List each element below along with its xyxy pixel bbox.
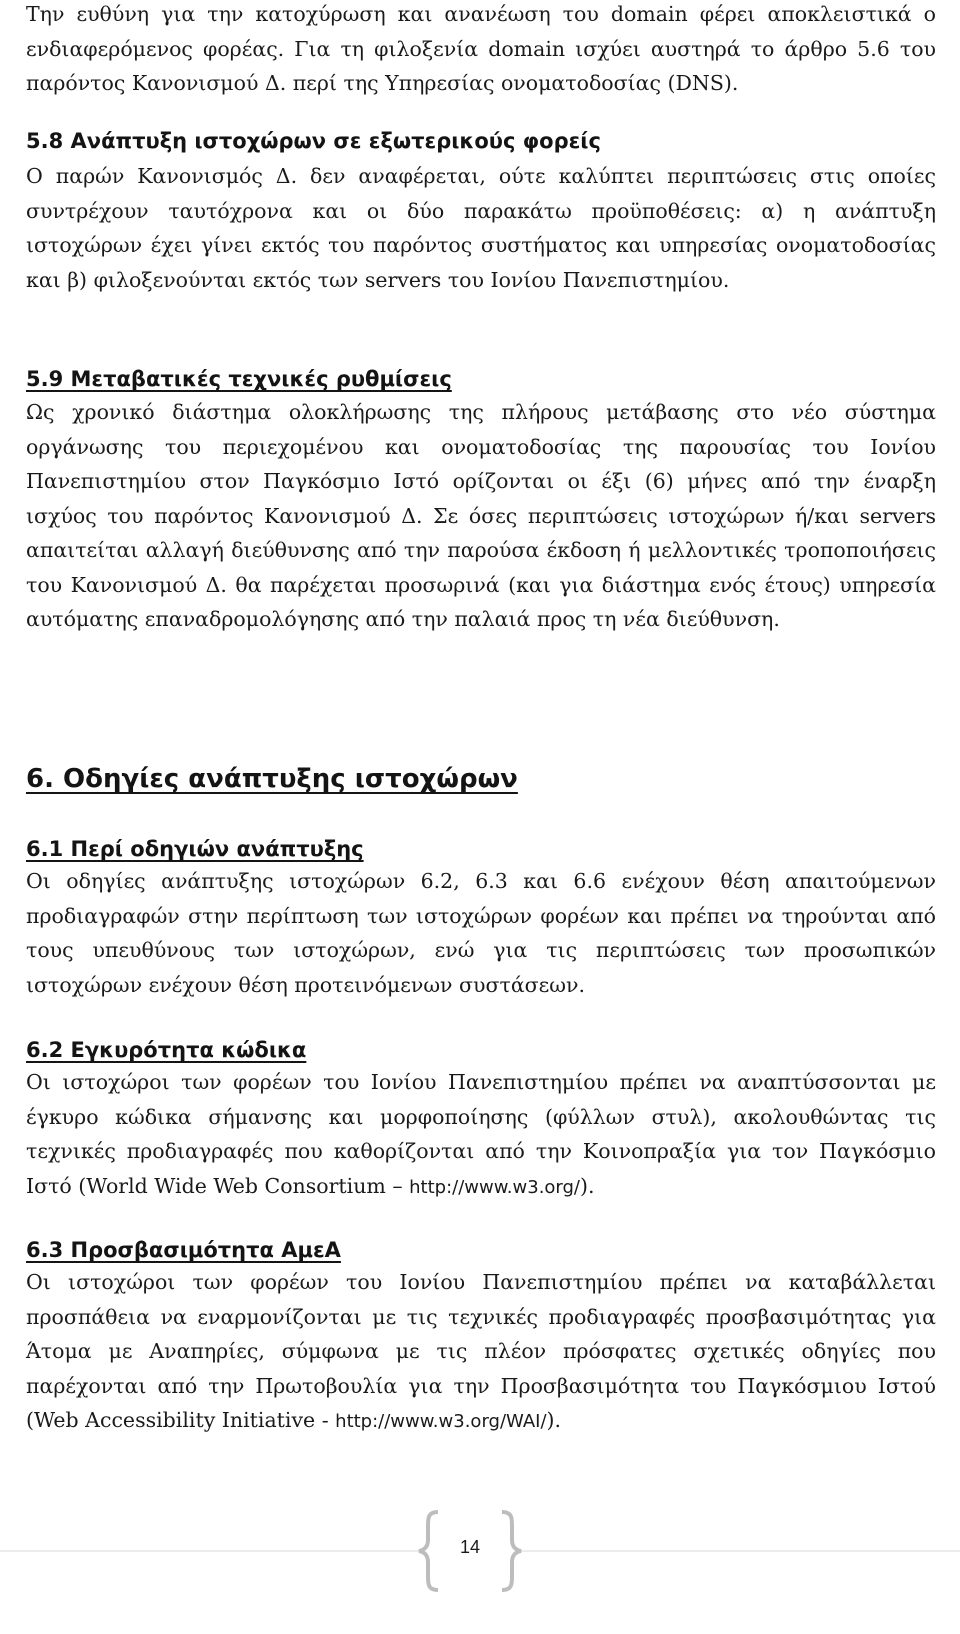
intro-paragraph: Την ευθύνη για την κατοχύρωση και ανανέωση του domain φέρει αποκλειστικά ο ενδιαφερόμενος φορέας. Για τη φιλοξενία domain ισχύει αυστηρά το άρθρο 5.6 του παρόντος Κανονισμού Δ. περί της Υπηρεσίας ονοματοδοσίας (DNS). — [26, 2, 936, 95]
section-6-3-body — [26, 1265, 936, 1440]
page-footer — [0, 1510, 960, 1634]
section-5-9-body: Ως χρονικό διάστημα ολοκλήρωσης της πλήρους μετάβασης στο νέο σύστημα οργάνωσης του περιεχομένου και ονοματοδοσίας της παρουσίας του Ιονίου Πανεπιστημίου στον Παγκόσμιο Ιστό ορίζονται οι έξι (6) μήνες από την έναρξη ισχύος του παρόντος Κανονισμού Δ. Σε όσες περιπτώσεις ιστοχώρων ή/και servers απαιτείται αλλαγή διεύθυνσης από την παρούσα έκδοση ή μελλοντικές τροποποιήσεις του Κανονισμού Δ. θα παρέχεται προσωρινά (και για διάστημα ενός έτους) υπηρεσία αυτόματης επαναδρομολόγησης από την παλαιά προς τη νέα διεύθυνση. — [26, 400, 936, 631]
section-6-2-heading: 6.2 Εγκυρότητα κώδικα — [26, 1038, 307, 1062]
section-6-1-heading: 6.1 Περί οδηγιών ανάπτυξης — [26, 837, 364, 861]
section-6-1-body: Οι οδηγίες ανάπτυξης ιστοχώρων 6.2, 6.3 και 6.6 ενέχουν θέση απαιτούμενων προδιαγραφών στην περίπτωση των ιστοχώρων φορέων και πρέπει να τηρούνται από τους υπευθύνους των ιστοχώρων, ενώ για τις περιπτώσεις των προσωπικών ιστοχώρων ενέχουν θέση προτεινόμενων συστάσεων. — [26, 869, 936, 997]
section-6-2-body — [26, 1065, 936, 1205]
footer-bracket-ornament — [0, 1510, 960, 1634]
section-5-8-body: Ο παρών Κανονισμός Δ. δεν αναφέρεται, ούτε καλύπτει περιπτώσεις στις οποίες συντρέχουν ταυτόχρονα και οι δύο παρακάτω προϋποθέσεις: α) η ανάπτυξη ιστοχώρων έχει γίνει εκτός του παρόντος συστήματος και υπηρεσίας ονοματοδοσίας και β) φιλοξενούνται εκτός των servers του Ιονίου Πανεπιστημίου. — [26, 164, 936, 292]
section-5-9-heading: 5.9 Μεταβατικές τεχνικές ρυθμίσεις — [26, 367, 452, 391]
section-5-8-heading: 5.8 Ανάπτυξη ιστοχώρων σε εξωτερικούς φορείς — [26, 129, 601, 153]
section-6-2-tail: ). — [580, 1173, 595, 1198]
section-6-3-text: Οι ιστοχώροι των φορέων του Ιονίου Πανεπιστημίου πρέπει να καταβάλλεται προσπάθεια να εναρμονίζονται με τις τεχνικές προδιαγραφές προσβασιμότητας για Άτομα με Αναπηρίες, σύμφωνα με τις πλέον πρόσφατες σχετικές οδηγίες που παρέχονται από την Πρωτοβουλία για την Προσβασιμότητα του Παγκόσμιου Ιστού (Web Accessibility Initiative - — [26, 1270, 936, 1432]
wai-link[interactable]: http://www.w3.org/WAI/ — [335, 1411, 547, 1432]
page-number: 14 — [459, 1537, 481, 1557]
section-6-3-heading: 6.3 Προσβασιμότητα ΑμεΑ — [26, 1238, 341, 1262]
w3c-link[interactable]: http://www.w3.org/ — [409, 1176, 580, 1198]
section-6-heading: 6. Οδηγίες ανάπτυξης ιστοχώρων — [26, 764, 518, 794]
section-6-2-text: Οι ιστοχώροι των φορέων του Ιονίου Πανεπιστημίου πρέπει να αναπτύσσονται με έγκυρο κώδικα σήμανσης και μορφοποίησης (φύλλων στυλ), ακολουθώντας τις τεχνικές προδιαγραφές που καθορίζονται από την Κοινοπραξία για τον Παγκόσμιο Ιστό (World Wide Web Consortium – — [26, 1070, 936, 1198]
section-6-3-tail: ). — [546, 1408, 562, 1432]
